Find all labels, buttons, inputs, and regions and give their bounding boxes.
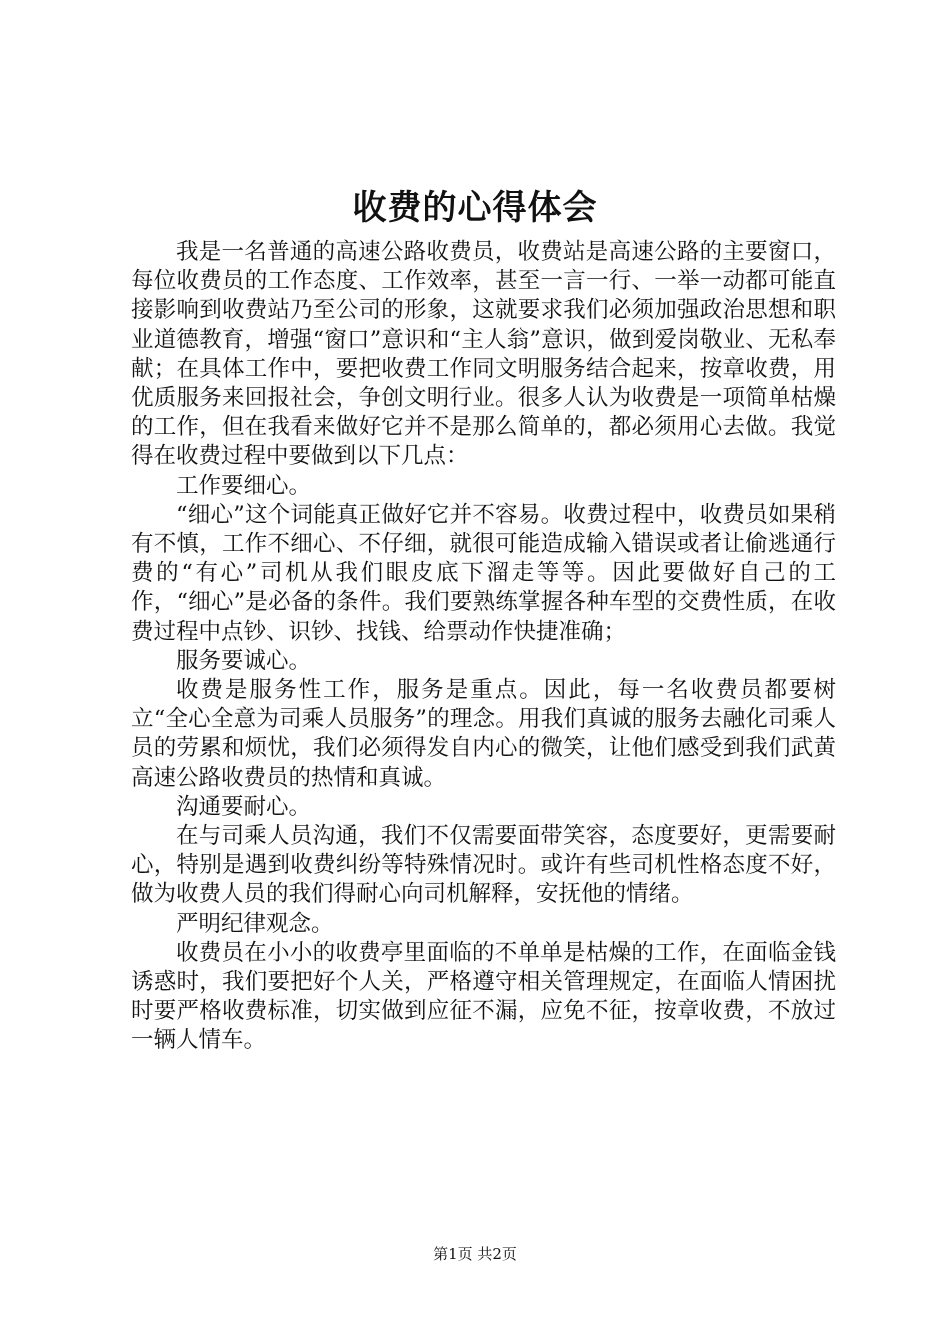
section-heading-sincere: 服务要诚心。: [176, 647, 312, 674]
paragraph-careful: “细心”这个词能真正做好它并不容易。收费过程中，收费员如果稍有不慎，工作不细心、不仔细，就很可能造成输入错误或者让偷逃通行费的“有心”司机从我们眼皮底下溜走等等。因此要做好自己的工作，“细心”是必备的条件。我们要熟练掌握各种车型的交费性质，在收费过程中点钞、识钞、找钱、给票动作快捷准确；: [131, 501, 836, 645]
paragraph-patient: 在与司乘人员沟通，我们不仅需要面带笑容，态度要好，更需要耐心，特别是遇到收费纠纷等特殊情况时。或许有些司机性格态度不好，做为收费人员的我们得耐心向司机解释，安抚他的情绪。: [131, 823, 836, 908]
paragraph-sincere: 收费是服务性工作，服务是重点。因此，每一名收费员都要树立“全心全意为司乘人员服务”的理念。用我们真诚的服务去融化司乘人员的劳累和烦忧，我们必须得发自内心的微笑，让他们感受到我们武黄高速公路收费员的热情和真诚。: [131, 677, 836, 791]
section-heading-discipline: 严明纪律观念。: [176, 910, 334, 937]
page-number-footer: 第1页 共2页: [433, 1245, 517, 1263]
paragraph-intro: 我是一名普通的高速公路收费员，收费站是高速公路的主要窗口，每位收费员的工作态度、工作效率，甚至一言一行、一举一动都可能直接影响到收费站乃至公司的形象，这就要求我们必须加强政治思想和职业道德教育，增强“窗口”意识和“主人翁”意识，做到爱岗敬业、无私奉献；在具体工作中，要把收费工作同文明服务结合起来，按章收费，用优质服务来回报社会，争创文明行业。很多人认为收费是一项简单枯燥的工作，但在我看来做好它并不是那么简单的，都必须用心去做。我觉得在收费过程中要做到以下几点：: [131, 239, 836, 470]
document-title: 收费的心得体会: [352, 188, 598, 228]
section-heading-patient: 沟通要耐心。: [176, 793, 312, 820]
paragraph-discipline: 收费员在小小的收费亭里面临的不单单是枯燥的工作，在面临金钱诱惑时，我们要把好个人关，严格遵守相关管理规定，在面临人情困扰时要严格收费标准，切实做到应征不漏，应免不征，按章收费，不放过一辆人情车。: [131, 939, 836, 1054]
document-body: [131, 238, 836, 1056]
section-heading-careful: 工作要细心。: [176, 472, 312, 499]
